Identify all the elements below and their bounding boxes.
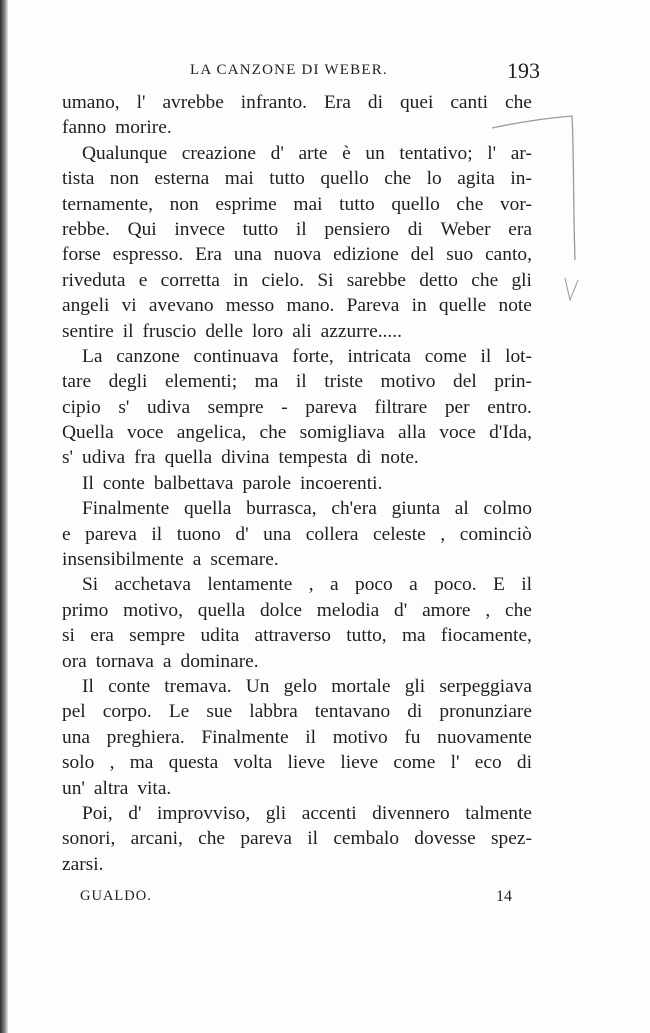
word: cembalo — [333, 828, 400, 850]
running-title: LA CANZONE DI WEBER. — [190, 62, 388, 78]
word: loro — [252, 320, 284, 342]
word: talmente — [465, 802, 532, 824]
word: motivo — [380, 371, 436, 393]
word: udita — [200, 625, 240, 647]
word: di — [367, 92, 383, 113]
text-line — [62, 699, 532, 724]
word: non — [169, 193, 199, 215]
word: corretta — [160, 269, 220, 291]
page-number: 193 — [507, 58, 540, 83]
word: di — [356, 447, 372, 469]
text-line — [62, 598, 532, 623]
word: sempre — [207, 396, 264, 418]
word: al — [454, 498, 469, 520]
word: udiva — [82, 447, 126, 469]
word: scemare. — [210, 549, 279, 571]
word: avrebbe — [162, 92, 224, 113]
word: esprime — [215, 193, 277, 215]
word: ma — [129, 752, 154, 774]
word: l' — [450, 752, 460, 774]
page-footer — [80, 888, 512, 914]
word: a — [409, 574, 418, 596]
text-line — [62, 192, 532, 217]
word: umano, — [62, 92, 120, 113]
text-line — [62, 547, 532, 572]
word: ma — [401, 625, 426, 647]
word: udiva — [146, 396, 191, 418]
word: d' — [394, 599, 408, 621]
word: il — [307, 828, 319, 850]
word: tutto — [339, 193, 375, 215]
text-line — [62, 293, 532, 318]
word: è — [342, 142, 351, 164]
word: poco. — [434, 574, 477, 596]
word: pronunziare — [439, 701, 532, 723]
word: volta — [233, 752, 273, 774]
word: - — [281, 396, 288, 418]
word: fu — [404, 726, 421, 748]
word: messo — [225, 295, 275, 317]
text-line — [62, 369, 532, 394]
word: lieve — [340, 752, 379, 774]
word: d' — [128, 802, 142, 824]
word: azzurre..... — [320, 320, 402, 342]
word: il — [295, 218, 307, 240]
word: d' — [270, 142, 284, 164]
word: note. — [380, 447, 419, 469]
word: sempre — [129, 625, 186, 647]
word: che — [384, 168, 412, 190]
word: di — [407, 218, 423, 240]
word: che — [504, 92, 532, 113]
word: questa — [168, 752, 219, 774]
word: altra — [93, 777, 129, 799]
word: pareva — [305, 396, 357, 418]
word: Si — [317, 269, 334, 291]
word: preghiera. — [106, 726, 185, 748]
word: giunta — [391, 498, 441, 520]
word: vi — [121, 295, 137, 317]
word: pel — [62, 701, 86, 723]
word: mortale — [331, 675, 391, 697]
word: degli — [108, 371, 148, 393]
text-line — [62, 496, 532, 521]
word: conte — [108, 675, 151, 697]
word: Poi, — [82, 802, 113, 824]
word: improvviso, — [156, 802, 251, 824]
word: , — [308, 574, 314, 596]
word: labbra — [249, 701, 298, 723]
word: a — [192, 549, 202, 571]
word: vita. — [137, 777, 172, 799]
text-line — [62, 141, 532, 166]
word: lo — [426, 168, 442, 190]
text-line — [62, 750, 532, 775]
word: tentativo; — [399, 142, 473, 164]
word: motivo — [332, 726, 388, 748]
word: , — [485, 599, 491, 621]
word: canti — [450, 92, 488, 113]
text-line — [62, 445, 532, 470]
word: esterna — [154, 168, 210, 190]
word: a — [330, 574, 339, 596]
text-line — [62, 522, 532, 547]
word: gli — [511, 269, 532, 291]
word: pensiero — [324, 218, 391, 240]
word: pareva — [85, 523, 137, 545]
word: Il — [82, 472, 94, 494]
word: motivo, — [123, 599, 183, 621]
word: melodia — [316, 599, 380, 621]
text-line — [62, 623, 532, 648]
text-line — [62, 420, 532, 445]
text-line — [62, 166, 532, 191]
word: avevano — [148, 295, 214, 317]
word: in — [411, 295, 427, 317]
text-line — [62, 242, 532, 267]
word: il — [122, 320, 134, 342]
word: del — [453, 371, 477, 393]
running-head — [60, 58, 540, 88]
word: ternamente, — [62, 193, 153, 215]
word: Quella — [62, 422, 114, 444]
text-line — [62, 344, 532, 369]
word: e — [62, 523, 71, 545]
word: Le — [168, 701, 190, 723]
word: ora — [62, 650, 87, 672]
word: corpo. — [102, 701, 152, 723]
word: ma — [254, 371, 279, 393]
word: Qui — [127, 218, 157, 240]
word: parole — [242, 472, 291, 494]
word: alla — [398, 422, 427, 444]
word: sonori, — [62, 828, 116, 850]
word: d' — [235, 523, 249, 545]
word: Qualunque — [82, 142, 168, 164]
word: celeste — [373, 523, 426, 545]
word: sentire — [62, 320, 114, 342]
text-line — [62, 268, 532, 293]
word: amore — [422, 599, 471, 621]
word: La — [82, 345, 103, 367]
word: solo — [62, 752, 95, 774]
word: non — [109, 168, 139, 190]
word: quella — [164, 447, 213, 469]
word: delle — [205, 320, 244, 342]
word: serpeggiava — [439, 675, 532, 697]
word: balbettava — [153, 472, 234, 494]
word: prin- — [494, 371, 532, 393]
word: tremava. — [164, 675, 232, 697]
word: sarebbe — [346, 269, 406, 291]
word: come — [424, 345, 467, 367]
text-line — [62, 649, 532, 674]
word: mai — [293, 193, 323, 215]
word: il — [295, 371, 307, 393]
word: di — [516, 752, 532, 774]
word: gli — [265, 802, 287, 824]
word: ali — [292, 320, 312, 342]
pencil-v-stroke — [565, 278, 578, 300]
word: Il — [82, 675, 94, 697]
word: fiocamente, — [440, 625, 532, 647]
word: era — [90, 625, 114, 647]
word: un — [365, 142, 385, 164]
word: in — [233, 269, 249, 291]
word: un' — [62, 777, 85, 799]
word: era — [508, 218, 532, 240]
text-line — [62, 674, 532, 699]
word: fruscio — [142, 320, 197, 342]
word: espresso. — [112, 244, 184, 266]
word: tutto — [242, 218, 279, 240]
word: come — [393, 752, 436, 774]
word: a — [162, 650, 172, 672]
word: divennero — [372, 802, 450, 824]
word: che — [471, 269, 499, 291]
word: tare — [62, 371, 92, 393]
word: invece — [174, 218, 225, 240]
word: continuava — [193, 345, 279, 367]
word: una — [233, 244, 262, 266]
word: infranto. — [240, 92, 308, 113]
text-line — [62, 776, 532, 801]
word: fra — [134, 447, 156, 469]
word: nuovamente — [437, 726, 532, 748]
word: , — [109, 752, 115, 774]
word: lieve — [287, 752, 326, 774]
word: arte — [298, 142, 328, 164]
text-line — [62, 826, 532, 851]
word: dolce — [259, 599, 302, 621]
word: Finalmente — [82, 498, 170, 520]
word: quella — [183, 498, 232, 520]
word: tista — [62, 168, 95, 190]
word: colmo — [483, 498, 532, 520]
word: detto — [419, 269, 459, 291]
word: d'Ida, — [489, 422, 532, 444]
word: Finalmente — [201, 726, 289, 748]
word: il — [151, 523, 163, 545]
word: quello — [391, 193, 440, 215]
word: intricata — [347, 345, 412, 367]
sheet-number: 14 — [496, 888, 512, 905]
word: tentavano — [314, 701, 391, 723]
word: che — [198, 828, 226, 850]
word: riveduta — [62, 269, 126, 291]
word: si — [62, 625, 75, 647]
word: il — [305, 726, 317, 748]
word: che — [456, 193, 484, 215]
word: voce — [439, 422, 476, 444]
text-line — [62, 90, 532, 115]
word: Era — [195, 244, 223, 266]
word: il — [521, 574, 532, 596]
word: l' — [487, 142, 497, 164]
text-line — [62, 725, 532, 750]
word: , — [440, 523, 446, 545]
word: cipio — [62, 396, 101, 418]
word: agita — [457, 168, 495, 190]
word: arcani, — [130, 828, 183, 850]
word: acchetava — [114, 574, 191, 596]
word: s' — [118, 396, 130, 418]
word: una — [263, 523, 292, 545]
word: angelica, — [176, 422, 247, 444]
word: cielo. — [261, 269, 305, 291]
word: quei — [399, 92, 434, 113]
word: Era — [324, 92, 351, 113]
text-line — [62, 115, 532, 140]
word: vor- — [499, 193, 532, 215]
word: ar- — [510, 142, 532, 164]
word: Si — [82, 574, 99, 596]
word: eco — [474, 752, 502, 774]
word: tutto, — [346, 625, 387, 647]
text-line — [62, 217, 532, 242]
word: spez- — [490, 828, 532, 850]
word: morire. — [115, 117, 172, 139]
word: tempesta — [278, 447, 348, 469]
word: di — [407, 701, 423, 723]
word: del — [410, 244, 435, 266]
word: lentamente — [207, 574, 293, 596]
word: nuova — [273, 244, 322, 266]
word: lot- — [505, 345, 532, 367]
word: poco — [355, 574, 393, 596]
word: l' — [136, 92, 146, 113]
word: creazione — [181, 142, 256, 164]
word: quelle — [438, 295, 487, 317]
word: per — [444, 396, 470, 418]
text-block — [62, 90, 532, 877]
word: edizione — [333, 244, 399, 266]
word: conte — [102, 472, 145, 494]
word: tornava — [95, 650, 154, 672]
word: zarsi. — [62, 853, 104, 875]
word: mano. — [286, 295, 335, 317]
signature-mark: GUALDO. — [80, 888, 152, 904]
word: filtrare — [374, 396, 428, 418]
word: e — [138, 269, 148, 291]
word: dovesse — [414, 828, 476, 850]
word: burrasca, — [246, 498, 317, 520]
word: pareva — [240, 828, 292, 850]
page-spine-edge — [0, 0, 8, 1033]
word: canzone — [116, 345, 180, 367]
word: forse — [62, 244, 101, 266]
word: Un — [245, 675, 270, 697]
word: attraverso — [254, 625, 331, 647]
word: dominare. — [180, 650, 259, 672]
word: il — [480, 345, 492, 367]
word: mai — [224, 168, 254, 190]
word: Pareva — [346, 295, 400, 317]
word: gelo — [283, 675, 318, 697]
text-line — [62, 852, 532, 877]
word: s' — [62, 447, 74, 469]
word: somigliava — [299, 422, 385, 444]
word: angeli — [62, 295, 110, 317]
word: triste — [324, 371, 363, 393]
text-line — [62, 319, 532, 344]
word: una — [62, 726, 90, 748]
word: in- — [510, 168, 532, 190]
word: che — [505, 599, 532, 621]
word: ch'era — [331, 498, 377, 520]
text-line — [62, 395, 532, 420]
word: primo — [62, 599, 109, 621]
word: gli — [404, 675, 426, 697]
text-line — [62, 801, 532, 826]
word: quella — [197, 599, 246, 621]
word: insensibilmente — [62, 549, 184, 571]
word: incoerenti. — [300, 472, 383, 494]
word: che — [259, 422, 287, 444]
word: accenti — [301, 802, 357, 824]
word: suo — [446, 244, 474, 266]
word: E — [492, 574, 505, 596]
text-line — [62, 471, 532, 496]
word: note — [498, 295, 532, 317]
word: voce — [126, 422, 164, 444]
word: fanno — [62, 117, 107, 139]
word: sue — [206, 701, 233, 723]
word: tuono — [176, 523, 221, 545]
word: Weber — [440, 218, 491, 240]
word: tutto — [269, 168, 305, 190]
word: elementi; — [164, 371, 238, 393]
word: quello — [320, 168, 369, 190]
word: divina — [221, 447, 270, 469]
word: collera — [305, 523, 359, 545]
word: cominciò — [459, 523, 532, 545]
word: forte, — [292, 345, 334, 367]
word: canto, — [485, 244, 532, 266]
word: rebbe. — [62, 218, 110, 240]
word: entro. — [487, 396, 532, 418]
text-line — [62, 572, 532, 597]
